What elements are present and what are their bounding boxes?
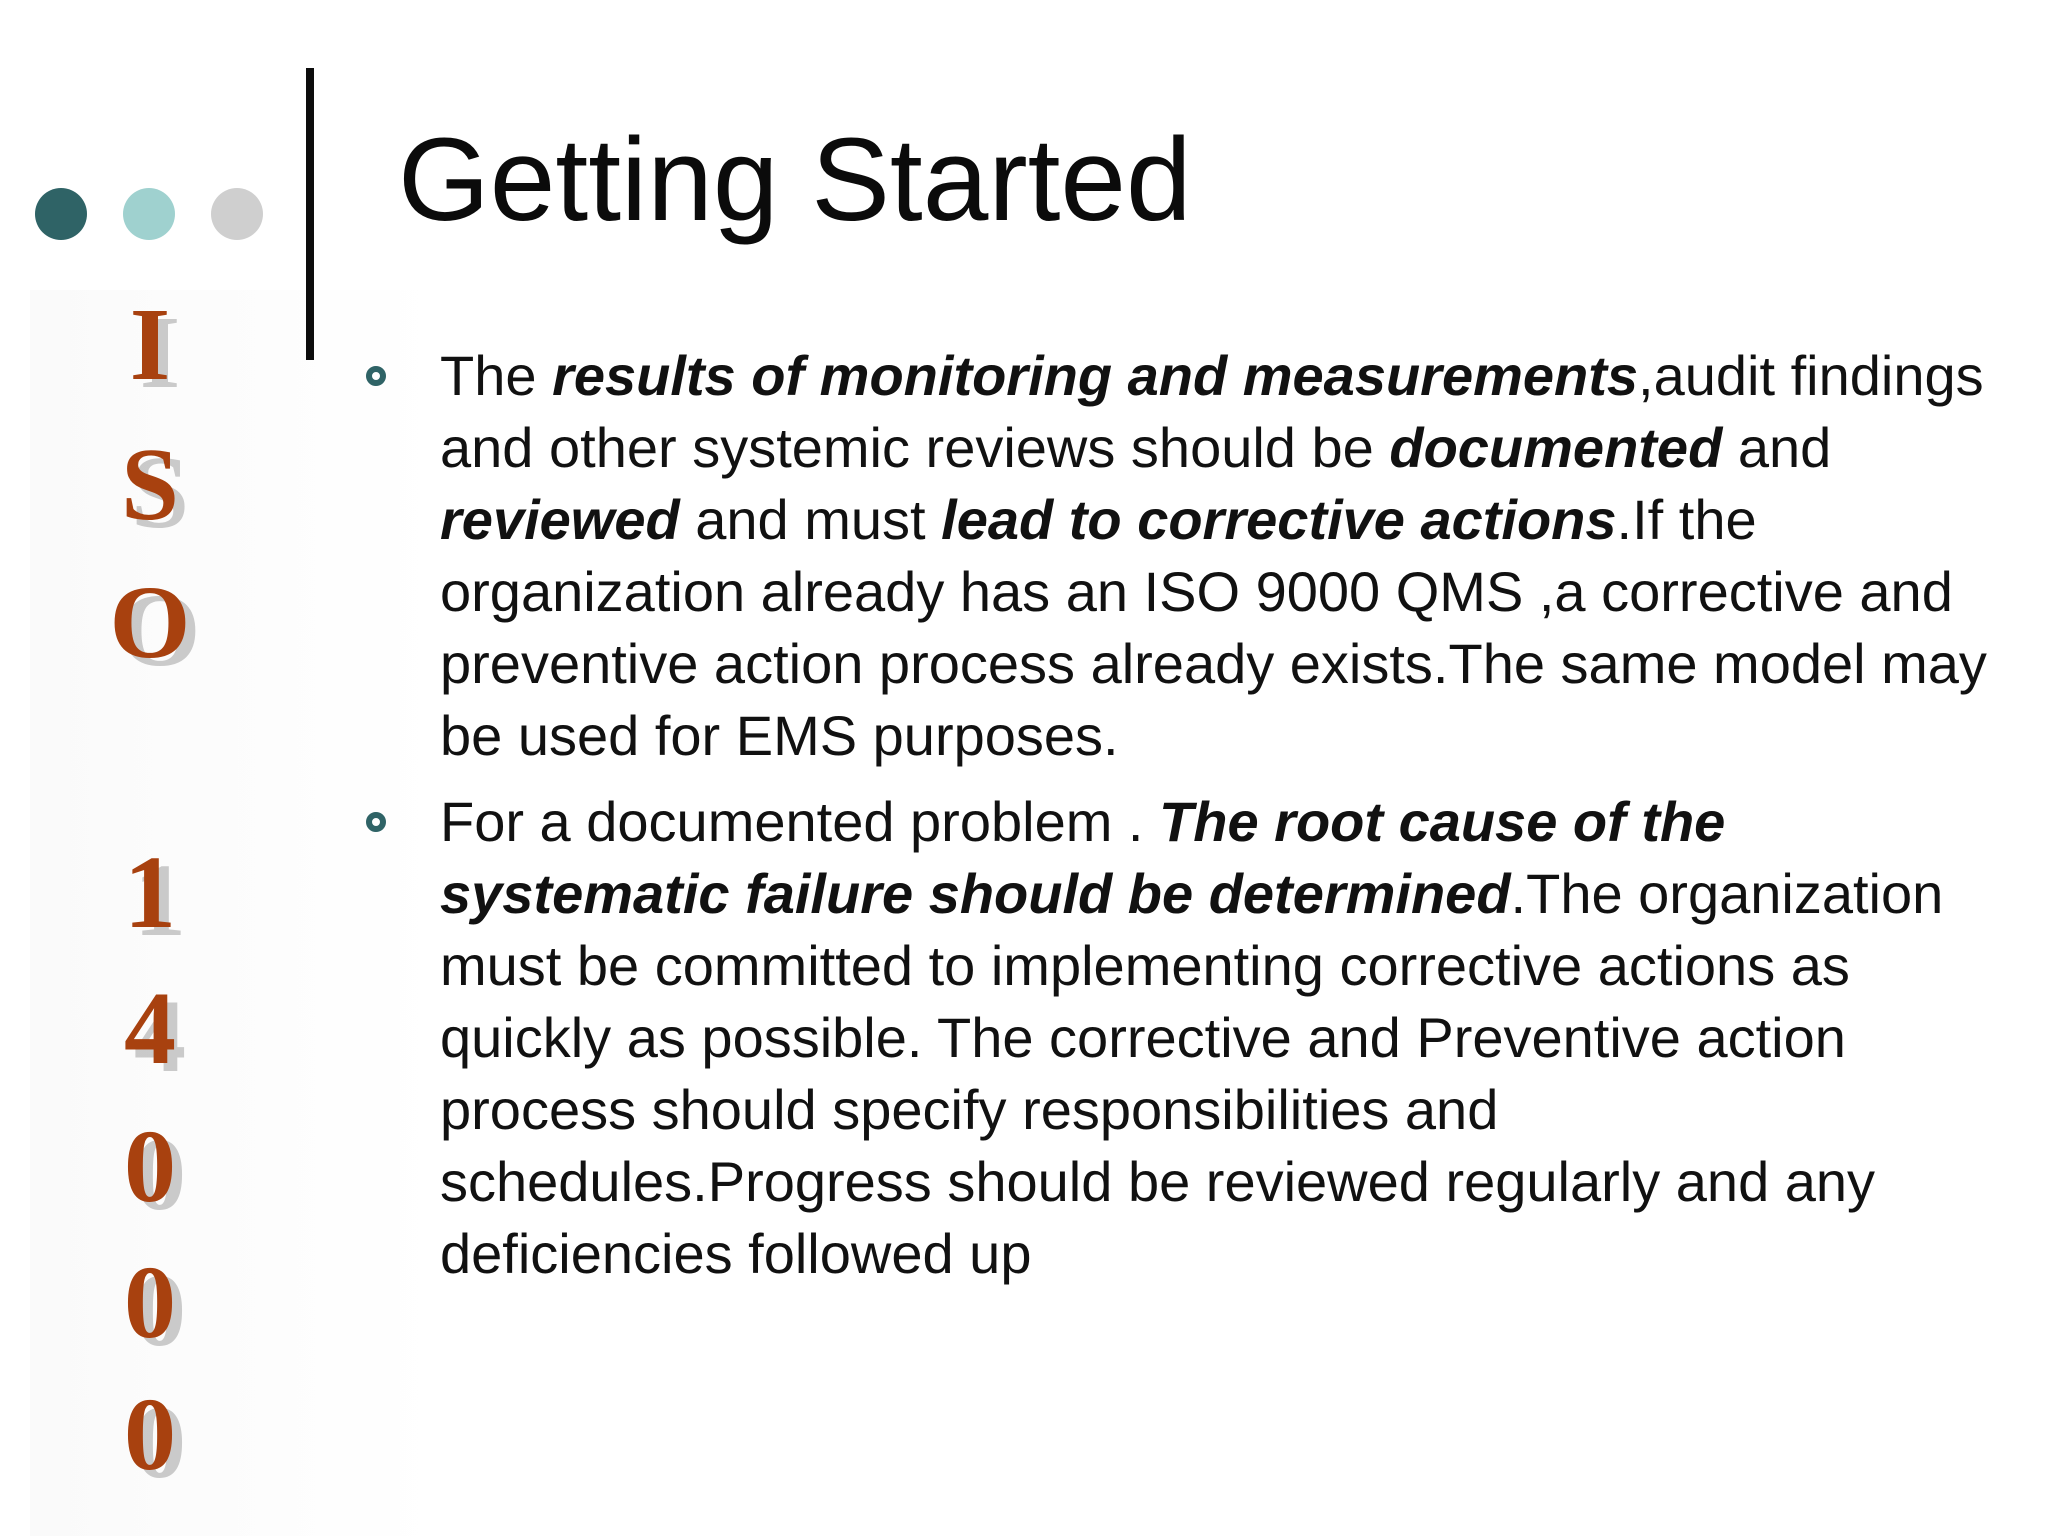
emphasis-run: reviewed — [440, 488, 680, 551]
logo-digit-0-first: 0 — [124, 1109, 176, 1224]
text-run: and — [1722, 416, 1832, 479]
text-run: .If the organization already has an ISO 9000 QMS ,a corrective and preventive action process already exists.The same model may be used for EMS purposes. — [440, 488, 1987, 767]
bullet-item-2 — [360, 786, 2000, 1290]
bullet-text — [440, 340, 2000, 772]
slide-title: Getting Started — [398, 114, 1192, 246]
logo-letter-s: S — [121, 427, 179, 542]
logo-digit-4: 4 — [124, 971, 176, 1086]
dot-light-teal-icon — [123, 188, 175, 240]
dot-dark-teal-icon — [35, 188, 87, 240]
emphasis-run: documented — [1389, 416, 1723, 479]
logo-digit-0-third: 0 — [124, 1377, 176, 1492]
bullet-ring-icon — [366, 366, 386, 386]
title-divider — [306, 68, 314, 360]
iso-14000-logo — [55, 287, 245, 1492]
text-run: and must — [679, 488, 942, 551]
decorative-dots — [35, 188, 275, 244]
emphasis-run: lead to corrective actions — [941, 488, 1617, 551]
bullet-ring-icon — [366, 812, 386, 832]
bullet-list — [360, 340, 2000, 1304]
emphasis-run: results of monitoring and measurements — [552, 344, 1639, 407]
logo-digit-1: 1 — [124, 835, 176, 950]
dot-gray-icon — [211, 188, 263, 240]
bullet-item-1 — [360, 340, 2000, 772]
logo-letter-o: O — [109, 565, 191, 680]
text-run: For a documented problem . — [440, 790, 1160, 853]
text-run: .The organization must be committed to implementing corrective actions as quickly as possible. The corrective and Preventive action process should specify responsibilities and schedules.Progress should be reviewed regularly and any deficiencies followed up — [440, 862, 1944, 1285]
text-run: The — [440, 344, 553, 407]
logo-letter-i: I — [129, 287, 171, 402]
emphasis-run: The root cause of the systematic failure should be determined — [440, 790, 1726, 925]
logo-digit-0-second: 0 — [124, 1245, 176, 1360]
bullet-text — [440, 786, 2000, 1290]
text-run: ,audit findings and other systemic reviews should be — [440, 344, 1984, 479]
